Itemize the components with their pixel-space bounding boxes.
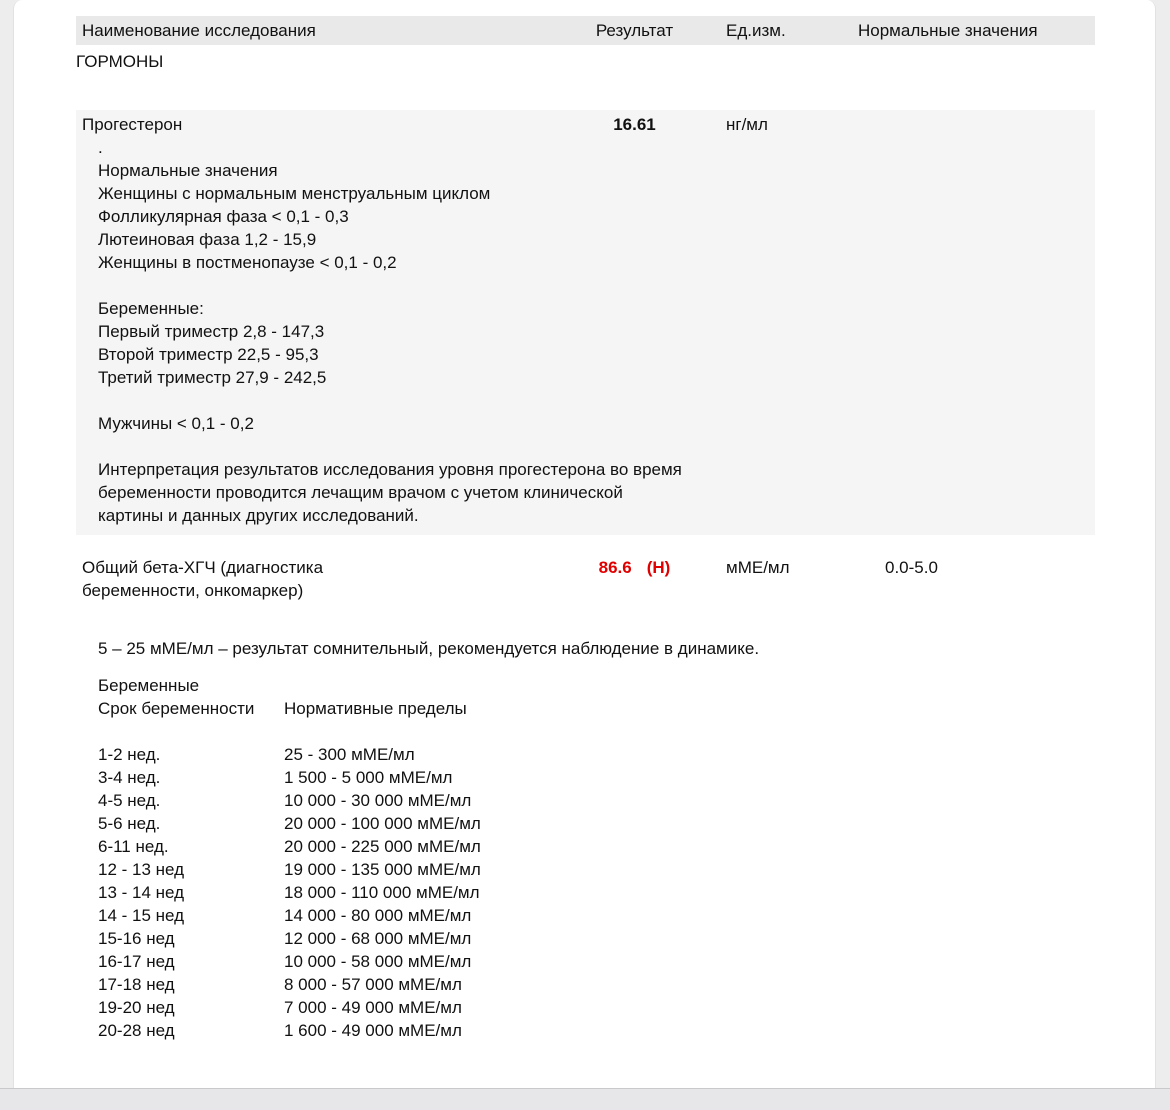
blank-line	[98, 389, 1095, 412]
week-label: 16-17 нед	[98, 952, 175, 971]
column-header-normal-values: Нормальные значения	[858, 21, 1038, 40]
lab-report-content	[14, 0, 1155, 1042]
note-line: Первый триместр 2,8 - 147,3	[98, 322, 325, 341]
test-units-hcg: мМЕ/мл	[726, 558, 790, 577]
week-label: 12 - 13 нед	[98, 860, 185, 879]
result-value: 86.6	[598, 558, 632, 577]
week-label: 20-28 нед	[98, 1021, 175, 1040]
hcg-table-header-term: Срок беременности	[98, 699, 255, 718]
note-line: Беременные:	[98, 299, 204, 318]
column-header-test-name: Наименование исследования	[82, 21, 316, 40]
test-result-hcg	[563, 556, 706, 579]
test-name-hcg-text: Общий бета-ХГЧ (диагностика беременности, онкомаркер)	[82, 558, 324, 600]
progesterone-block	[76, 110, 1095, 535]
section-title-hormones: ГОРМОНЫ	[76, 52, 164, 71]
week-label: 14 - 15 нед	[98, 906, 185, 925]
week-label: 3-4 нед.	[98, 768, 161, 787]
note-line: Лютеиновая фаза 1,2 - 15,9	[98, 230, 317, 249]
note-line: Третий триместр 27,9 - 242,5	[98, 368, 327, 387]
column-header-units: Ед.изм.	[726, 21, 786, 40]
week-range: 12 000 - 68 000 мМЕ/мл	[284, 929, 472, 948]
table-row-hcg	[76, 556, 1095, 602]
week-range: 10 000 - 58 000 мМЕ/мл	[284, 952, 472, 971]
interpretation-paragraph: Интерпретация результатов исследования уровня прогестерона во время беременности проводится лечащим врачом с учетом клинической картины и данных других исследований.	[98, 460, 687, 525]
note-line: Фолликулярная фаза < 0,1 - 0,3	[98, 207, 349, 226]
week-range: 1 600 - 49 000 мМЕ/мл	[284, 1021, 462, 1040]
table-header-row	[76, 16, 1095, 45]
week-range: 19 000 - 135 000 мМЕ/мл	[284, 860, 481, 879]
test-result-progesterone: 16.61	[613, 115, 656, 134]
lab-report-page[interactable]	[13, 0, 1156, 1088]
week-range: 8 000 - 57 000 мМЕ/мл	[284, 975, 462, 994]
test-name-progesterone: Прогестерон	[82, 115, 183, 134]
hcg-table-header-limits: Нормативные пределы	[284, 699, 467, 718]
week-range: 10 000 - 30 000 мМЕ/мл	[284, 791, 472, 810]
note-line: Нормальные значения	[98, 161, 278, 180]
week-label: 15-16 нед	[98, 929, 175, 948]
hcg-pregnancy-notes	[98, 674, 1095, 720]
week-range: 20 000 - 225 000 мМЕ/мл	[284, 837, 481, 856]
week-range: 14 000 - 80 000 мМЕ/мл	[284, 906, 472, 925]
note-line: Женщины с нормальным менструальным циклом	[98, 184, 491, 203]
test-units-progesterone: нг/мл	[726, 115, 768, 134]
progesterone-notes	[76, 136, 1095, 527]
blank-line	[76, 720, 1095, 743]
week-label: 5-6 нед.	[98, 814, 161, 833]
note-line: Мужчины < 0,1 - 0,2	[98, 414, 254, 433]
column-header-result: Результат	[595, 21, 674, 40]
week-label: 4-5 нед.	[98, 791, 161, 810]
test-name-hcg	[76, 556, 563, 602]
week-range: 20 000 - 100 000 мМЕ/мл	[284, 814, 481, 833]
week-label: 19-20 нед	[98, 998, 175, 1017]
hcg-table-header	[98, 697, 1095, 720]
week-range: 25 - 300 мМЕ/мл	[284, 745, 415, 764]
week-range: 1 500 - 5 000 мМЕ/мл	[284, 768, 453, 787]
pregnant-label: Беременные	[98, 676, 200, 695]
week-range: 18 000 - 110 000 мМЕ/мл	[284, 883, 480, 902]
abnormal-flag: (Н)	[646, 558, 671, 577]
viewer-bottom-bar	[0, 1088, 1170, 1110]
table-row-progesterone	[76, 113, 1095, 136]
note-line: .	[98, 138, 103, 157]
hcg-note-doubtful-range: 5 – 25 мМЕ/мл – результат сомнительный, рекомендуется наблюдение в динамике.	[98, 639, 760, 658]
blank-line	[98, 274, 1095, 297]
week-label: 1-2 нед.	[98, 745, 161, 764]
test-normal-hcg: 0.0-5.0	[885, 558, 938, 577]
week-range: 7 000 - 49 000 мМЕ/мл	[284, 998, 462, 1017]
note-line: Второй триместр 22,5 - 95,3	[98, 345, 319, 364]
blank-line	[98, 435, 1095, 458]
note-line: Женщины в постменопаузе < 0,1 - 0,2	[98, 253, 397, 272]
week-label: 6-11 нед.	[98, 837, 169, 856]
week-label: 13 - 14 нед	[98, 883, 185, 902]
hcg-weeks-table	[98, 743, 1095, 1042]
week-label: 17-18 нед	[98, 975, 175, 994]
